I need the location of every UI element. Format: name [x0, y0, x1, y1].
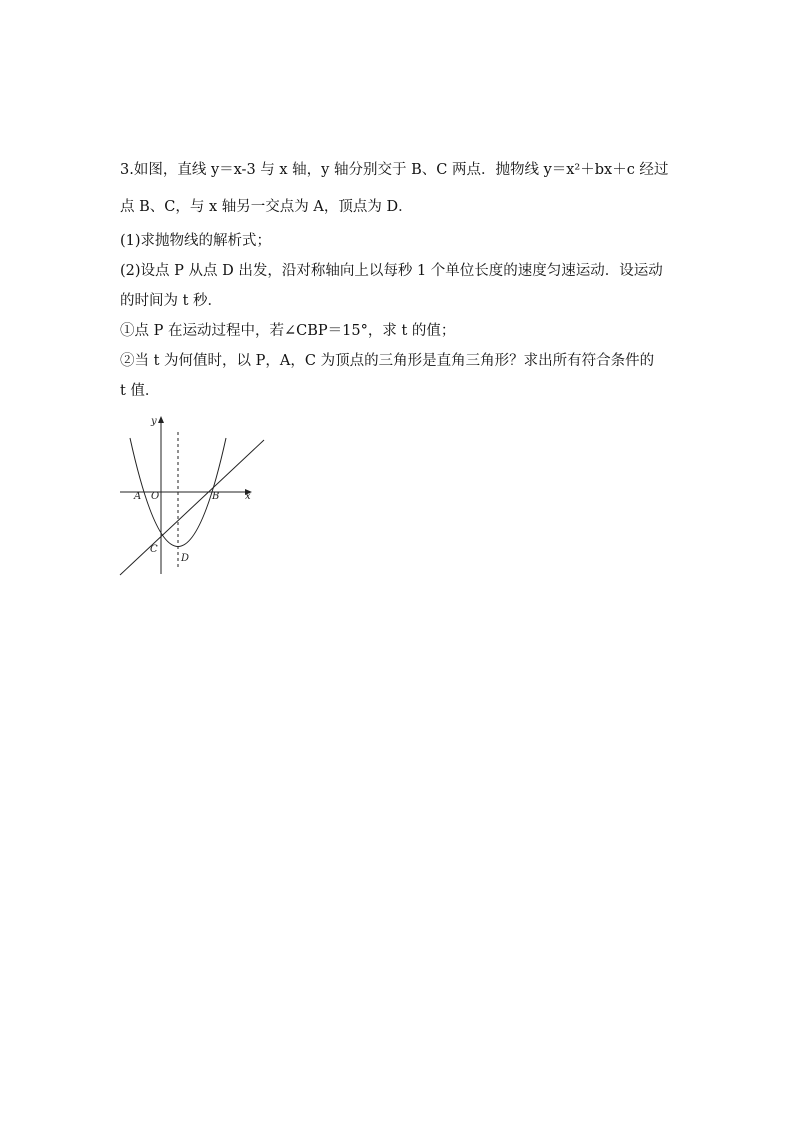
y-axis-label: y: [151, 416, 157, 427]
problem-line-1: 3.如图，直线 y＝x-3 与 x 轴，y 轴分别交于 B、C 两点．抛物线 y＝x²＋bx＋c 经过: [120, 162, 669, 178]
problem-part-1: (1)求抛物线的解析式；: [120, 233, 272, 249]
question-a: ①点 P 在运动过程中，若∠CBP＝15°，求 t 的值；: [120, 323, 456, 339]
problem-line-2: 点 B、C，与 x 轴另一交点为 A，顶点为 D．: [120, 199, 413, 215]
x-axis-label: x: [245, 491, 251, 502]
point-d-label: D: [181, 553, 190, 564]
problem-part-2-cont: 的时间为 t 秒．: [120, 293, 223, 309]
y-axis-arrow: [158, 416, 164, 423]
question-b: ②当 t 为何值时，以 P，A，C 为顶点的三角形是直角三角形？求出所有符合条件的: [120, 353, 655, 369]
point-b-label: B: [212, 491, 220, 502]
problem-part-2: (2)设点 P 从点 D 出发，沿对称轴向上以每秒 1 个单位长度的速度匀速运动．设运动: [120, 263, 663, 279]
line-bc: [120, 440, 264, 575]
point-c-label: C: [150, 544, 158, 555]
point-a-label: A: [134, 491, 142, 502]
origin-label: O: [151, 491, 160, 502]
question-b-cont: t 值．: [120, 383, 160, 399]
problem-text: [120, 152, 720, 406]
parabola-figure: [116, 410, 266, 580]
